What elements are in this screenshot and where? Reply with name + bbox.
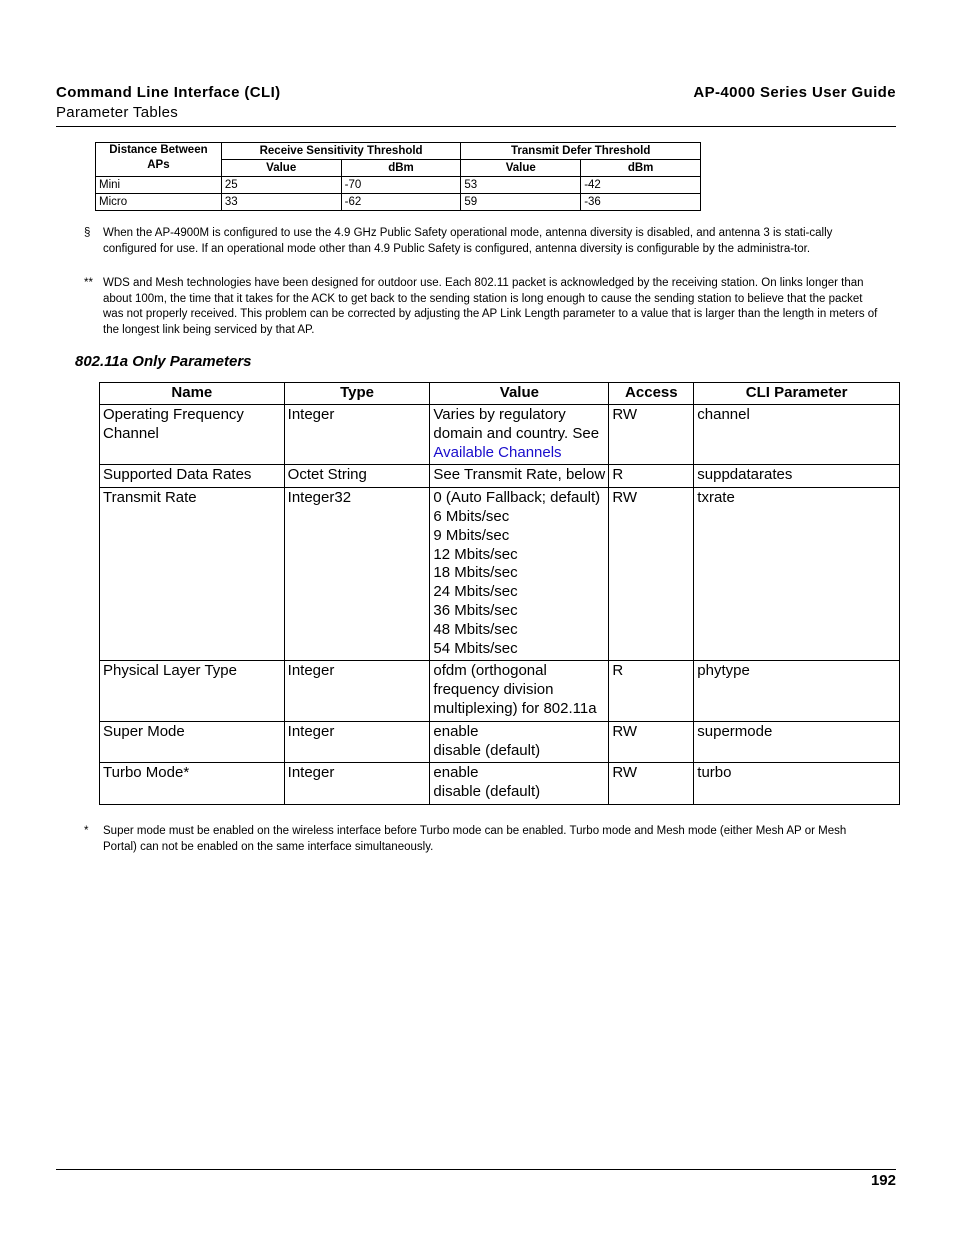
- td-dbm-cell: -42: [581, 177, 701, 194]
- col-header-value: Value: [430, 383, 609, 405]
- rs-value-cell: 25: [221, 177, 341, 194]
- table-row: [100, 488, 900, 661]
- value-line: disable (default): [433, 741, 541, 759]
- access-cell: R: [609, 661, 694, 721]
- parameters-table: [99, 382, 900, 805]
- table-row: [100, 661, 900, 721]
- access-cell: R: [609, 465, 694, 488]
- col-header-cli: CLI Parameter: [694, 383, 900, 405]
- col-header-distance: Distance Between APs: [96, 143, 222, 177]
- value-line: 9 Mbits/sec: [433, 526, 510, 544]
- cli-cell: txrate: [694, 488, 900, 661]
- access-cell: RW: [609, 405, 694, 465]
- value-line: 36 Mbits/sec: [433, 601, 518, 619]
- rs-dbm-cell: -70: [341, 177, 461, 194]
- name-cell: Turbo Mode*: [100, 763, 285, 805]
- value-line: 18 Mbits/sec: [433, 564, 518, 582]
- cli-cell: supermode: [694, 721, 900, 763]
- name-cell: Physical Layer Type: [100, 661, 285, 721]
- value-line: 0 (Auto Fallback; default): [433, 489, 601, 507]
- type-cell: Integer: [284, 405, 430, 465]
- name-cell: Transmit Rate: [100, 488, 285, 661]
- distance-threshold-table: [95, 142, 701, 211]
- type-cell: Integer: [284, 661, 430, 721]
- distance-cell: Micro: [96, 194, 222, 211]
- type-cell: Integer: [284, 763, 430, 805]
- page-number: 192: [870, 1172, 896, 1189]
- td-value-cell: 59: [461, 194, 581, 211]
- type-cell: Octet String: [284, 465, 430, 488]
- distance-cell: Mini: [96, 177, 222, 194]
- col-header-type: Type: [284, 383, 430, 405]
- table-row: [100, 405, 900, 465]
- rs-value-cell: 33: [221, 194, 341, 211]
- rs-dbm-cell: -62: [341, 194, 461, 211]
- footer-divider: [56, 1169, 896, 1170]
- footnote-text: Super mode must be enabled on the wireless interface before Turbo mode can be enabled. Turbo mode and Mesh mode (either Mesh AP or Mesh Portal) can not be enabled on the same interface simultaneously.: [103, 825, 847, 853]
- value-cell: [430, 721, 609, 763]
- type-cell: Integer: [284, 721, 430, 763]
- name-cell: Super Mode: [100, 721, 285, 763]
- table-row: [96, 194, 701, 211]
- table-row: [96, 177, 701, 194]
- available-channels-link[interactable]: Available Channels: [433, 443, 562, 461]
- value-line: 24 Mbits/sec: [433, 583, 518, 601]
- sub-header-value: Value: [461, 160, 581, 177]
- access-cell: RW: [609, 763, 694, 805]
- access-cell: RW: [609, 721, 694, 763]
- name-cell: Operating Frequency Channel: [100, 405, 285, 465]
- value-line: enable: [433, 722, 479, 740]
- table-row: [100, 465, 900, 488]
- sub-header-value: Value: [221, 160, 341, 177]
- cli-cell: turbo: [694, 763, 900, 805]
- col-header-receive-threshold: Receive Sensitivity Threshold: [221, 143, 461, 160]
- header-divider: [56, 126, 896, 127]
- type-cell: Integer32: [284, 488, 430, 661]
- footnote-marker: **: [84, 277, 93, 289]
- value-line: disable (default): [433, 783, 541, 801]
- name-cell: Supported Data Rates: [100, 465, 285, 488]
- value-cell: [430, 405, 609, 465]
- td-dbm-cell: -36: [581, 194, 701, 211]
- col-header-access: Access: [609, 383, 694, 405]
- value-cell: [430, 763, 609, 805]
- value-line: 12 Mbits/sec: [433, 545, 518, 563]
- table-row: [100, 763, 900, 805]
- footnote-text: WDS and Mesh technologies have been designed for outdoor use. Each 802.11 packet is acknowledged by the receiving station. On links longer than about 100m, the time that it takes for the ACK to get back to the sending station is long enough to cause the sending station to believe that the packet was not properly received. This problem can be corrected by adjusting the AP Link Length parameter to a value that is larger than the length in meters of the longest link being serviced by that AP.: [103, 277, 878, 337]
- value-cell: See Transmit Rate, below: [430, 465, 609, 488]
- table-row: [100, 721, 900, 763]
- value-line: 48 Mbits/sec: [433, 620, 518, 638]
- col-header-name: Name: [100, 383, 285, 405]
- chapter-title: Command Line Interface (CLI): [56, 84, 281, 101]
- footnote-marker: *: [84, 825, 89, 837]
- cli-cell: phytype: [694, 661, 900, 721]
- cli-cell: channel: [694, 405, 900, 465]
- section-heading: 802.11a Only Parameters: [75, 353, 252, 370]
- value-cell: ofdm (orthogonal frequency division multiplexing) for 802.11a: [430, 661, 609, 721]
- td-value-cell: 53: [461, 177, 581, 194]
- sub-header-dbm: dBm: [341, 160, 461, 177]
- value-line: 6 Mbits/sec: [433, 507, 510, 525]
- footnote-marker: §: [84, 227, 91, 239]
- footnote-text: When the AP-4900M is configured to use the 4.9 GHz Public Safety operational mode, antenna diversity is disabled, and antenna 3 is stati-cally configured for use. If an operational mode other than 4.9 Public Safety is configured, antenna diversity is configurable by the administra-tor.: [103, 227, 833, 255]
- cli-cell: suppdatarates: [694, 465, 900, 488]
- value-line: 54 Mbits/sec: [433, 639, 518, 657]
- value-line: enable: [433, 764, 479, 782]
- section-title: Parameter Tables: [56, 104, 179, 121]
- value-cell: [430, 488, 609, 661]
- access-cell: RW: [609, 488, 694, 661]
- value-text: Varies by regulatory domain and country. See: [433, 406, 600, 442]
- guide-title: AP-4000 Series User Guide: [693, 84, 896, 101]
- col-header-transmit-threshold: Transmit Defer Threshold: [461, 143, 701, 160]
- sub-header-dbm: dBm: [581, 160, 701, 177]
